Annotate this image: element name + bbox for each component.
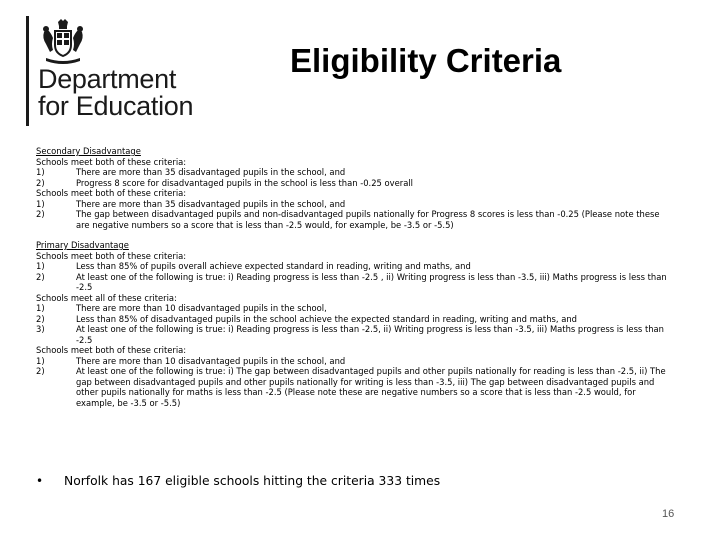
- summary-text: Norfolk has 167 eligible schools hitting the criteria 333 times: [64, 474, 441, 488]
- department-line2: for Education: [38, 91, 194, 121]
- logo-divider-bar: [26, 16, 29, 126]
- list-item: [36, 178, 672, 189]
- slide-title: Eligibility Criteria: [290, 42, 562, 79]
- page-number: 16: [662, 508, 675, 520]
- primary-group1-intro: Schools meet both of these criteria:: [36, 250, 187, 261]
- dfe-logo: [26, 16, 216, 126]
- item-text: Less than 85% of disadvantaged pupils in the school achieve the expected standard in reading, writing and maths, and: [76, 313, 577, 324]
- item-number: 2): [36, 177, 45, 188]
- item-number: 1): [36, 355, 45, 366]
- list-item: [36, 167, 672, 178]
- item-text: Progress 8 score for disadvantaged pupils in the school is less than -0.25 overall: [76, 177, 413, 188]
- item-number: 2): [36, 271, 45, 282]
- department-name: [38, 66, 193, 120]
- royal-crest-icon: [38, 18, 88, 66]
- item-number: 3): [36, 324, 45, 334]
- list-item: [36, 261, 672, 272]
- list-item: [36, 356, 672, 367]
- list-item: [36, 324, 672, 345]
- item-text: There are more than 35 disadvantaged pupils in the school, and: [76, 198, 346, 209]
- item-number: 1): [36, 167, 45, 177]
- list-item: [36, 199, 672, 210]
- list-item: [36, 272, 672, 293]
- bullet-icon: •: [36, 474, 44, 488]
- list-item: [36, 303, 672, 314]
- item-number: 2): [36, 366, 45, 376]
- department-line1: Department: [38, 64, 177, 94]
- secondary-heading: Secondary Disadvantage: [36, 146, 141, 156]
- item-number: 1): [36, 303, 45, 313]
- item-number: 1): [36, 261, 45, 271]
- primary-group3-intro: Schools meet both of these criteria:: [36, 345, 187, 355]
- list-item: [36, 366, 672, 408]
- item-text: Less than 85% of pupils overall achieve expected standard in reading, writing and maths, and: [76, 261, 471, 271]
- primary-group2-intro: Schools meet all of these criteria:: [36, 292, 177, 303]
- item-number: 2): [36, 313, 45, 324]
- item-text: There are more than 10 disadvantaged pupils in the school,: [76, 303, 327, 313]
- item-text: There are more than 10 disadvantaged pupils in the school, and: [76, 355, 346, 366]
- item-number: 2): [36, 209, 45, 219]
- secondary-group1-intro: Schools meet both of these criteria:: [36, 156, 187, 167]
- item-text: At least one of the following is true: i) Reading progress is less than -2.5 , ii) Writing progress is less than -3.5, iii) Maths progress is less than -2.5: [76, 271, 667, 292]
- item-text: At least one of the following is true: i) The gap between disadvantaged pupils and other pupils nationally for reading is less than -2.5, ii) The gap between disadvantaged pupils and other pupils nationally for writing is less than -3.5, iii) The gap between disadvantaged pupils and other pupils nationally for maths is less than -2.5 (Please note these are negative numbers so a score that is less than -2.5 would, for example, be -3.5 or -5.5): [76, 366, 666, 408]
- item-text: There are more than 35 disadvantaged pupils in the school, and: [76, 167, 346, 177]
- item-number: 1): [36, 198, 45, 209]
- item-text: The gap between disadvantaged pupils and non-disadvantaged pupils nationally for Progress 8 scores is less than -0.25 (Please note these are negative numbers so a score that is less than -2.5 would, for example, be -3.5 or -5.5): [76, 209, 660, 230]
- list-item: [36, 209, 672, 230]
- item-text: At least one of the following is true: i) Reading progress is less than -2.5, ii) Writing progress is less than -3.5, iii) Maths progress is less than -2.5: [76, 324, 664, 345]
- summary-bullet: [36, 474, 440, 488]
- secondary-group2-intro: Schools meet both of these criteria:: [36, 188, 187, 198]
- list-item: [36, 314, 672, 325]
- criteria-content: [36, 146, 672, 408]
- primary-heading: Primary Disadvantage: [36, 240, 129, 250]
